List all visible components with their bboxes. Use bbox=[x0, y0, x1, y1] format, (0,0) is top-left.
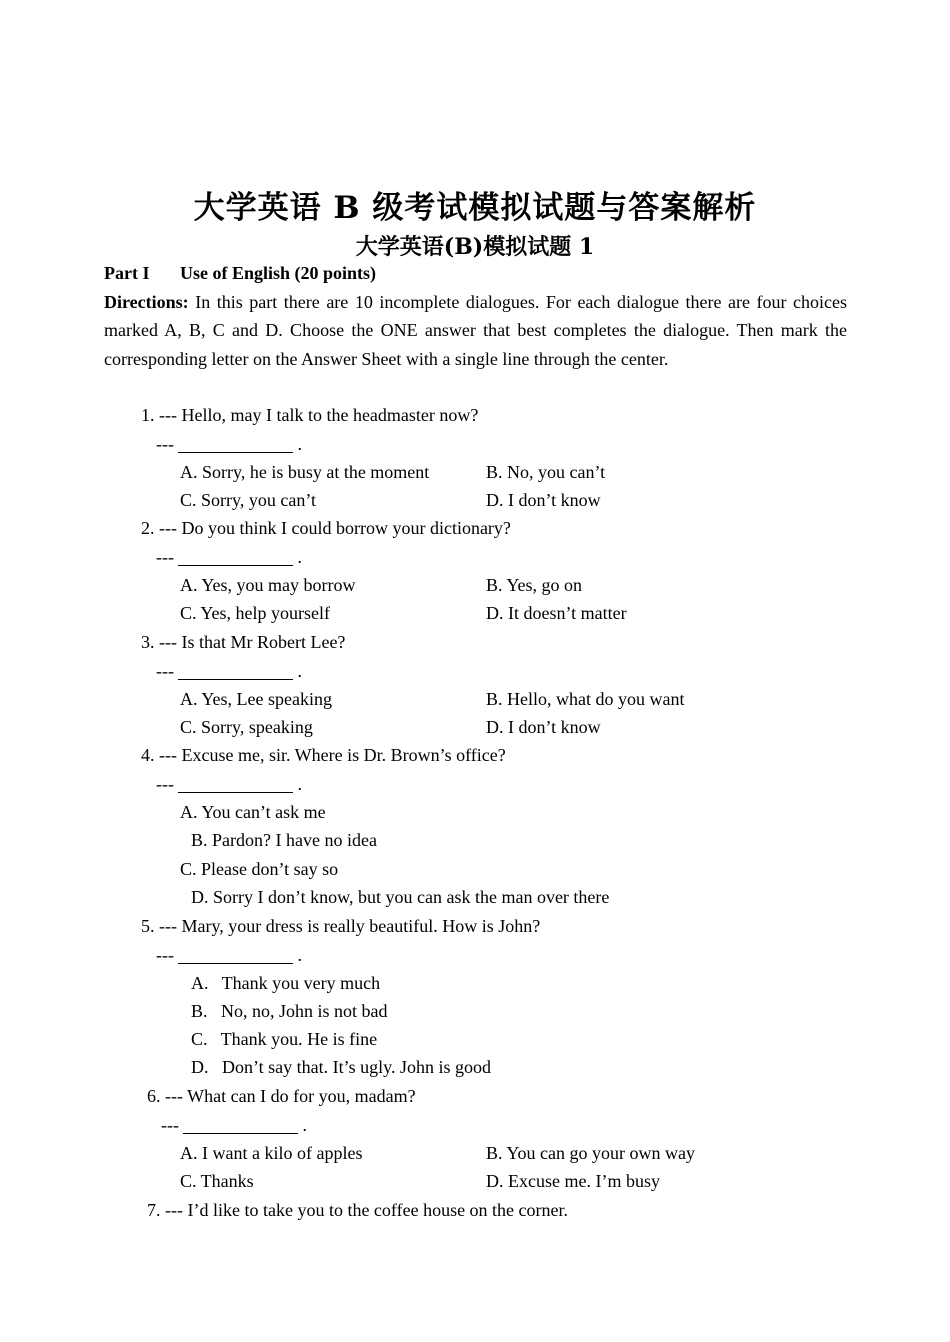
question-6-option-b: B. You can go your own way bbox=[486, 1143, 695, 1163]
directions-label: Directions: bbox=[104, 292, 189, 312]
question-6-prompt: 6. --- What can I do for you, madam? bbox=[147, 1086, 416, 1106]
part-label: Part I bbox=[104, 263, 150, 283]
question-5-option-c: C. Thank you. He is fine bbox=[191, 1029, 378, 1049]
question-2-option-c: C. Yes, help yourself bbox=[180, 603, 331, 623]
question-3-option-a: A. Yes, Lee speaking bbox=[180, 689, 332, 709]
question-3-option-d: D. I don’t know bbox=[486, 717, 601, 737]
question-3-prompt: 3. --- Is that Mr Robert Lee? bbox=[141, 632, 346, 652]
question-2-option-d: D. It doesn’t matter bbox=[486, 603, 627, 623]
question-1-reply: --- . bbox=[156, 434, 302, 454]
question-2-reply: --- . bbox=[156, 547, 302, 567]
question-6-reply: --- . bbox=[161, 1115, 307, 1135]
document-subtitle: 大学英语(B)模拟试题 1 bbox=[355, 234, 595, 260]
question-2-option-a: A. Yes, you may borrow bbox=[180, 575, 356, 595]
question-4-option-d: D. Sorry I don’t know, but you can ask the man over there bbox=[191, 887, 610, 907]
question-4-option-c: C. Please don’t say so bbox=[180, 859, 339, 879]
question-1-option-c: C. Sorry, you can’t bbox=[180, 490, 316, 510]
question-5-option-b: B. No, no, John is not bad bbox=[191, 1001, 388, 1021]
document-title: 大学英语 B 级考试模拟试题与答案解析 bbox=[193, 190, 757, 226]
question-3-option-b: B. Hello, what do you want bbox=[486, 689, 685, 709]
question-1-option-a: A. Sorry, he is busy at the moment bbox=[180, 462, 430, 482]
question-2-prompt: 2. --- Do you think I could borrow your dictionary? bbox=[141, 518, 511, 538]
question-4-option-a: A. You can’t ask me bbox=[180, 802, 326, 822]
question-5-option-a: A. Thank you very much bbox=[191, 973, 381, 993]
question-5-reply: --- . bbox=[156, 945, 302, 965]
question-1-prompt: 1. --- Hello, may I talk to the headmaster now? bbox=[141, 405, 479, 425]
question-3-reply: --- . bbox=[156, 661, 302, 681]
question-6-option-a: A. I want a kilo of apples bbox=[180, 1143, 363, 1163]
directions-text: In this part there are 10 incomplete dialogues. For each dialogue there are four choices marked A, B, C and D. Choose the ONE answer that best completes the dialogue. Then mark the corresponding letter on the Answer Sheet with a single line through the center. bbox=[104, 292, 847, 369]
question-7-prompt: 7. --- I’d like to take you to the coffee house on the corner. bbox=[147, 1200, 569, 1220]
question-5-prompt: 5. --- Mary, your dress is really beautiful. How is John? bbox=[141, 916, 541, 936]
question-1-option-d: D. I don’t know bbox=[486, 490, 601, 510]
question-1-option-b: B. No, you can’t bbox=[486, 462, 606, 482]
question-3-option-c: C. Sorry, speaking bbox=[180, 717, 313, 737]
question-6-option-c: C. Thanks bbox=[180, 1171, 254, 1191]
question-4-reply: --- . bbox=[156, 774, 302, 794]
directions-paragraph bbox=[104, 288, 847, 373]
question-6-option-d: D. Excuse me. I’m busy bbox=[486, 1171, 660, 1191]
question-5-option-d: D. Don’t say that. It’s ugly. John is good bbox=[191, 1057, 491, 1077]
question-2-option-b: B. Yes, go on bbox=[486, 575, 583, 595]
question-4-option-b: B. Pardon? I have no idea bbox=[191, 830, 377, 850]
part-heading: Use of English (20 points) bbox=[180, 263, 377, 283]
question-4-prompt: 4. --- Excuse me, sir. Where is Dr. Brown’s office? bbox=[141, 745, 506, 765]
